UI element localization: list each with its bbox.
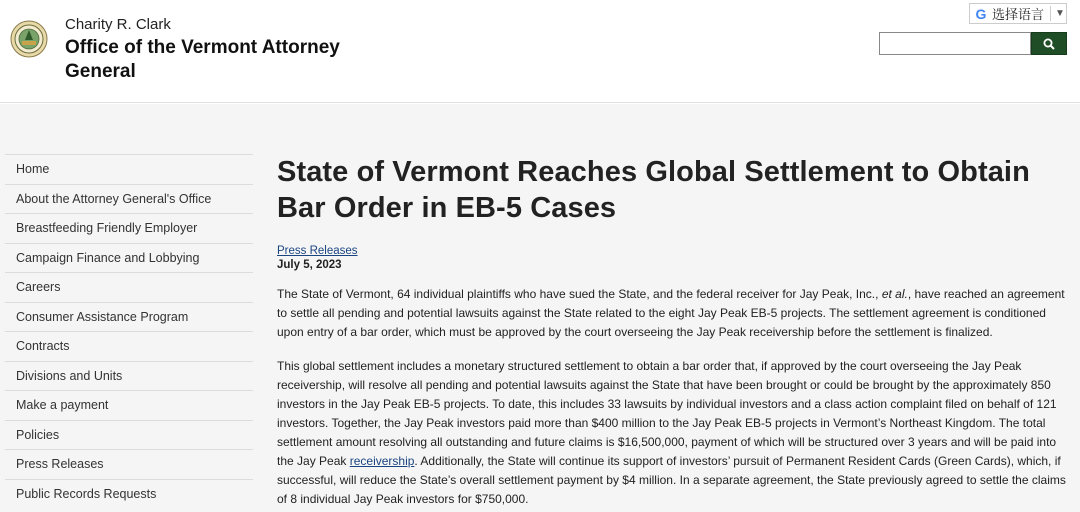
paragraph-text: . Additionally, the State will continue its support of investors’ pursuit of Permanent Resident Cards (Green Cards), which, if successful, will reduce the State’s overall settlement payment by $4 million. In a separate agreement, the State previously agreed to settle the claims of 8 individual Jay Peak investors for $750,000. (277, 454, 1066, 506)
sidebar-item-about[interactable]: About the Attorney General's Office (5, 184, 253, 214)
sidebar-item-divisions-and-units[interactable]: Divisions and Units (5, 361, 253, 391)
publish-date: July 5, 2023 (277, 259, 342, 271)
sidebar-nav (5, 154, 253, 508)
language-selector-label: 选择语言 (992, 7, 1045, 22)
paragraph-text: The State of Vermont, 64 individual plaintiffs who have sued the State, and the federal receiver for Jay Peak, Inc., (277, 287, 882, 301)
category-link[interactable]: Press Releases (277, 245, 358, 257)
article-paragraph-2 (277, 357, 1067, 509)
attorney-general-name: Charity R. Clark (65, 16, 171, 33)
paragraph-text: This global settlement includes a monetary structured settlement to obtain a bar order that, if approved by the court overseeing the Jay Peak receivership, will resolve all pending and potential lawsuits against the State that have been brought or could be brought by the approximately 850 investors in the Jay Peak EB-5 projects. To date, this includes 33 lawsuits by individual investors and a class action complaint filed on behalf of 121 investors. Together, the Jay Peak investors paid more than $400 million to the Jay Peak EB-5 projects in Vermont’s Northeast Kingdom. The total settlement amount resolving all outstanding and future claims is $16,500,000, payment of which will be structured over 3 years and will be paid into the Jay Peak (277, 359, 1057, 468)
paragraph-emphasis: et al. (881, 287, 908, 301)
sidebar-item-contracts[interactable]: Contracts (5, 331, 253, 361)
site-header (0, 0, 1080, 103)
site-title[interactable]: Office of the Vermont Attorney General (65, 37, 340, 82)
sidebar-item-campaign-finance[interactable]: Campaign Finance and Lobbying (5, 243, 253, 273)
article-paragraph-1 (277, 285, 1067, 342)
language-selector-divider (1050, 6, 1051, 21)
sidebar-item-careers[interactable]: Careers (5, 272, 253, 302)
search-input[interactable] (879, 32, 1031, 55)
sidebar-item-home[interactable]: Home (5, 154, 253, 184)
sidebar-item-public-records-requests[interactable]: Public Records Requests (5, 479, 253, 509)
sidebar-item-policies[interactable]: Policies (5, 420, 253, 450)
article (277, 154, 1067, 509)
sidebar-item-make-a-payment[interactable]: Make a payment (5, 390, 253, 420)
paragraph-text: , have reached an agreement to settle all pending and potential lawsuits against the State related to the eight Jay Peak EB-5 projects. The settlement agreement is conditioned upon entry of a bar order, which must be approved by the court overseeing the Jay Peak receivership before the settlement is finalized. (277, 287, 1065, 339)
dropdown-arrow-icon: ▼ (1055, 8, 1065, 19)
search-icon (1043, 38, 1055, 50)
language-selector[interactable] (969, 3, 1067, 24)
google-g-icon: G (975, 5, 987, 22)
page-title: State of Vermont Reaches Global Settlement to Obtain Bar Order in EB-5 Cases (277, 156, 1030, 224)
sidebar-item-press-releases[interactable]: Press Releases (5, 449, 253, 479)
vermont-seal-icon[interactable] (10, 20, 48, 58)
sidebar-item-consumer-assistance[interactable]: Consumer Assistance Program (5, 302, 253, 332)
receivership-link[interactable]: receivership (349, 454, 415, 468)
page-body (0, 104, 1080, 512)
search-button[interactable] (1031, 32, 1067, 55)
sidebar-item-breastfeeding-friendly-employer[interactable]: Breastfeeding Friendly Employer (5, 213, 253, 243)
